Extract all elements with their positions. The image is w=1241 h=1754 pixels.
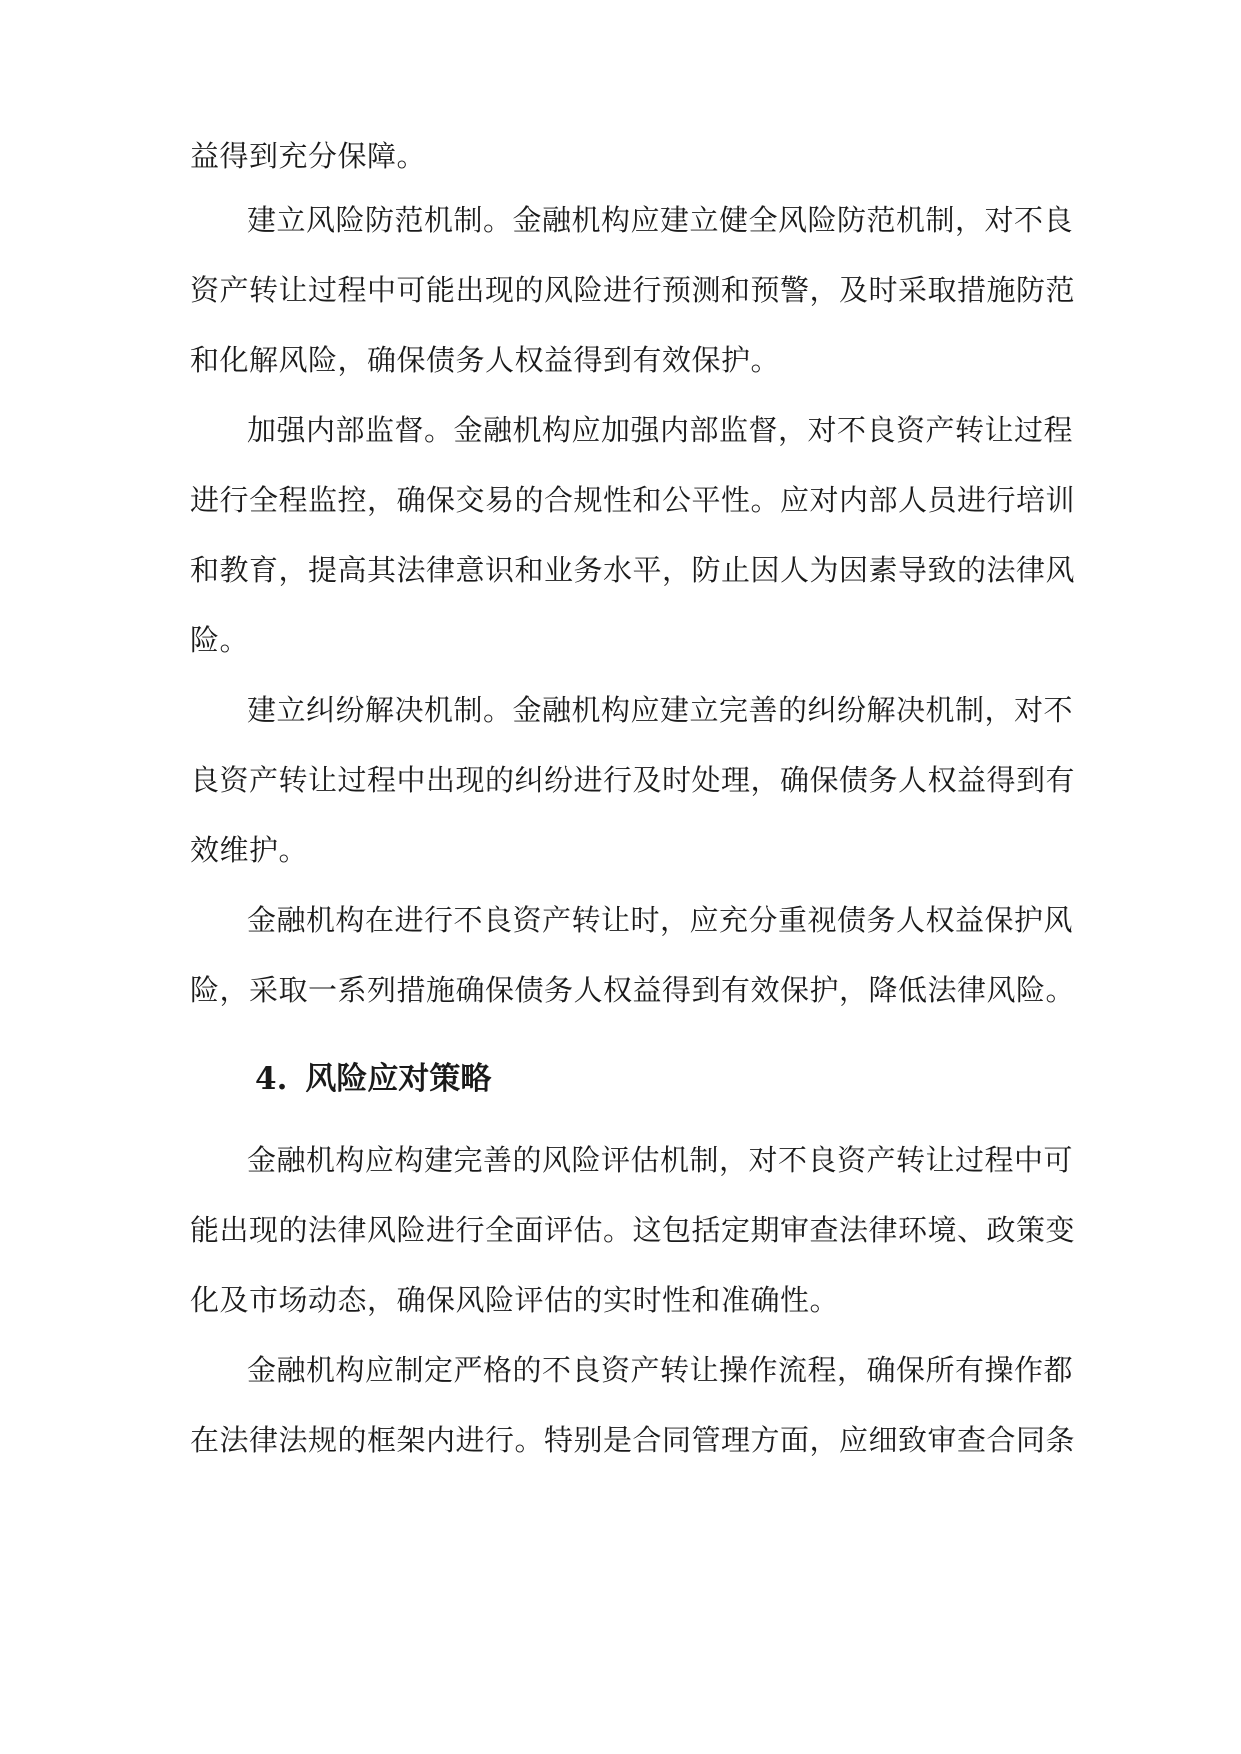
paragraph-line: 在法律法规的框架内进行。特别是合同管理方面，应细致审查合同条	[190, 1423, 1076, 1457]
paragraph-line: 效维护。	[190, 833, 309, 867]
paragraph-line: 和教育，提高其法律意识和业务水平，防止因人为因素导致的法律风	[190, 553, 1076, 587]
paragraph-line: 益得到充分保障。	[190, 139, 427, 173]
paragraph-line: 金融机构应制定严格的不良资产转让操作流程，确保所有操作都	[247, 1353, 1074, 1387]
paragraph-line: 险，采取一系列措施确保债务人权益得到有效保护，降低法律风险。	[190, 973, 1076, 1007]
paragraph-line: 建立风险防范机制。金融机构应建立健全风险防范机制，对不良	[247, 203, 1074, 237]
section-number: 4.	[255, 1061, 288, 1097]
paragraph-line: 金融机构应构建完善的风险评估机制，对不良资产转让过程中可	[247, 1143, 1074, 1177]
paragraph-line: 加强内部监督。金融机构应加强内部监督，对不良资产转让过程	[247, 413, 1074, 447]
paragraph-line: 险。	[190, 623, 250, 657]
paragraph-line: 能出现的法律风险进行全面评估。这包括定期审查法律环境、政策变	[190, 1213, 1076, 1247]
paragraph-line: 进行全程监控，确保交易的合规性和公平性。应对内部人员进行培训	[190, 483, 1076, 517]
paragraph-line: 资产转让过程中可能出现的风险进行预测和预警，及时采取措施防范	[190, 273, 1076, 307]
paragraph-line: 金融机构在进行不良资产转让时，应充分重视债务人权益保护风	[247, 903, 1074, 937]
paragraph-line: 和化解风险，确保债务人权益得到有效保护。	[190, 343, 781, 377]
section-heading	[255, 1060, 491, 1098]
paragraph-line: 良资产转让过程中出现的纠纷进行及时处理，确保债务人权益得到有	[190, 763, 1076, 797]
section-title: 风险应对策略	[305, 1061, 492, 1097]
paragraph-line: 建立纠纷解决机制。金融机构应建立完善的纠纷解决机制，对不	[247, 693, 1074, 727]
paragraph-line: 化及市场动态，确保风险评估的实时性和准确性。	[190, 1283, 840, 1317]
